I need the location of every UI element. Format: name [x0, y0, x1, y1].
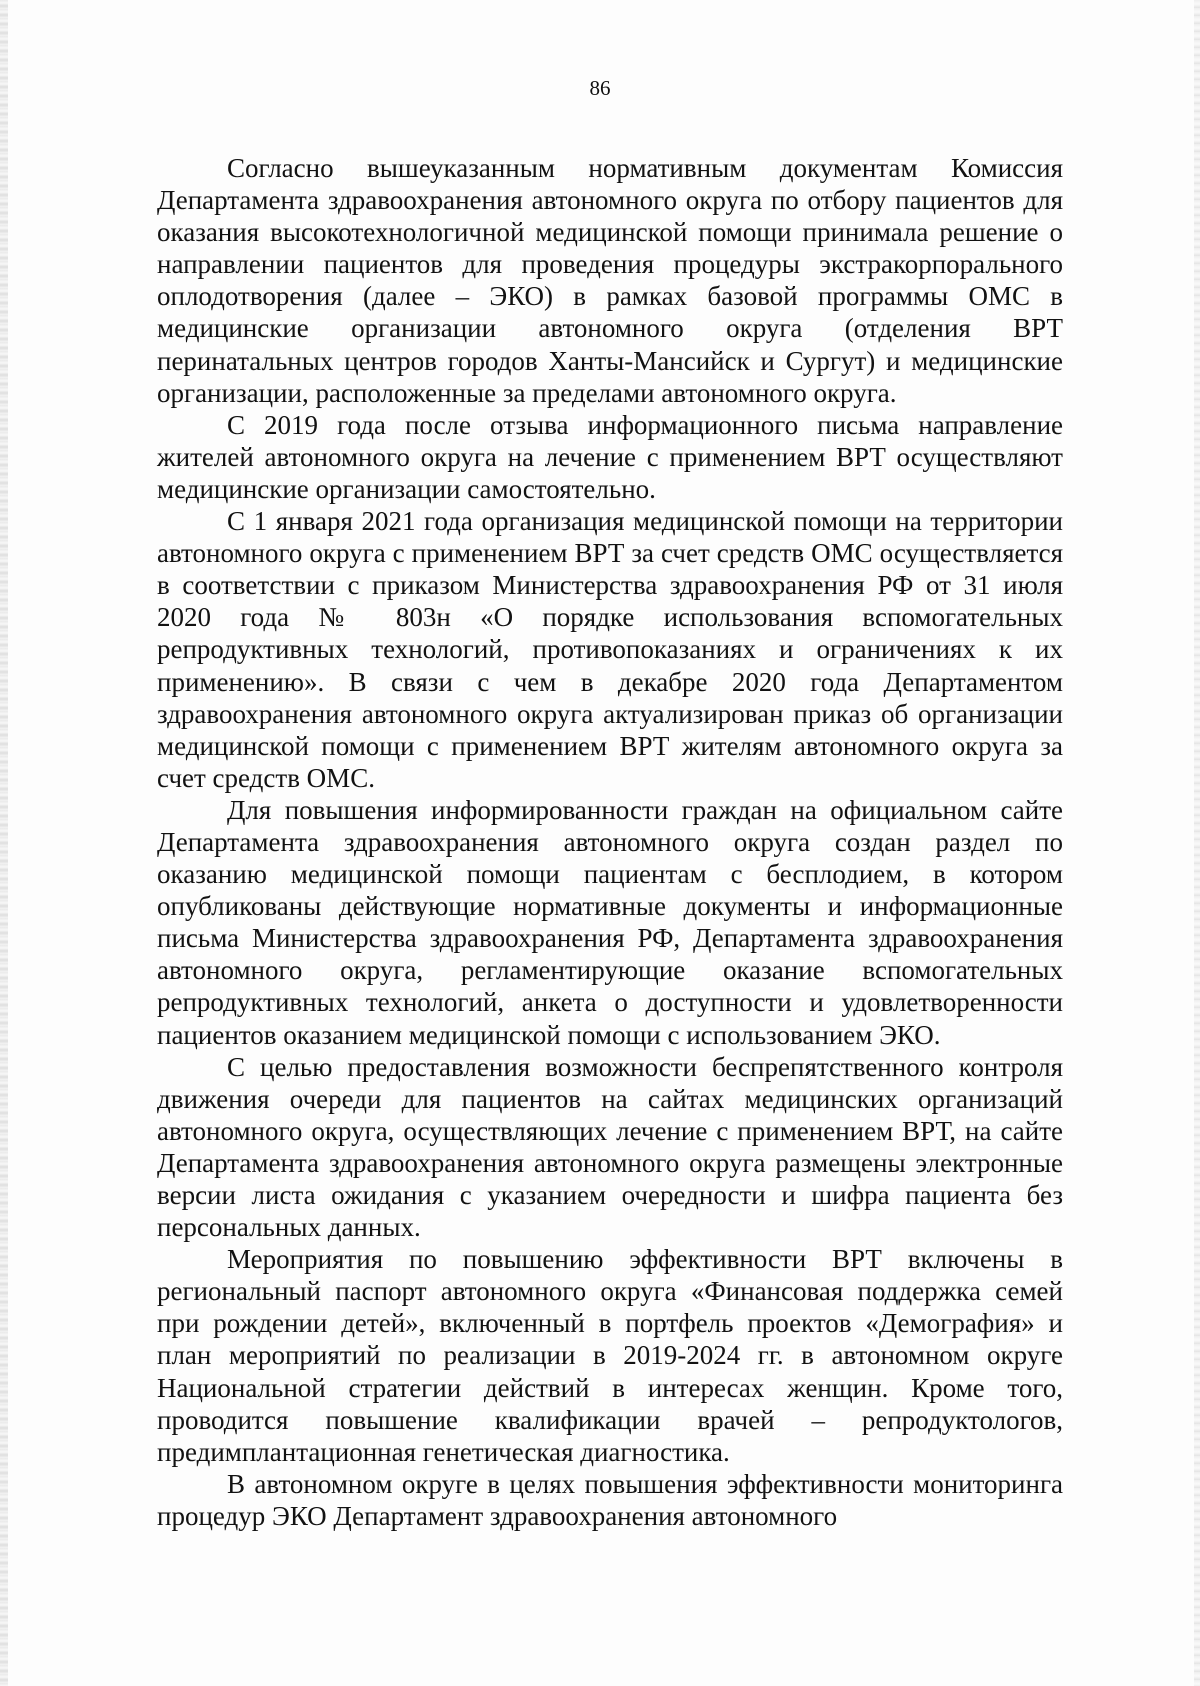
paragraph: С 2019 года после отзыва информационного письма направление жителей автономного округа на лечение с применением ВРТ осуществляют медицинские организации самостоятельно. [157, 409, 1063, 504]
document-body [157, 152, 1063, 1532]
scan-edge-right [1194, 0, 1200, 1686]
paragraph: Мероприятия по повышению эффективности ВРТ включены в региональный паспорт автономного округа «Финансовая поддержка семей при рождении детей», включенный в портфель проектов «Демография» и план мероприятий по реализации в 2019-2024 гг. в автономном округе Национальной стратегии действий в интересах женщин. Кроме того, проводится повышение квалификации врачей – репродуктологов, предимплантационная генетическая диагностика. [157, 1244, 1063, 1467]
paragraph: В автономном округе в целях повышения эффективности мониторинга процедур ЭКО Департамент здравоохранения автономного [157, 1468, 1063, 1531]
scan-edge-left [0, 0, 8, 1686]
paragraph: С целью предоставления возможности беспрепятственного контроля движения очереди для пациентов на сайтах медицинских организаций автономного округа, осуществляющих лечение с применением ВРТ, на сайте Департамента здравоохранения автономного округа размещены электронные версии листа ожидания с указанием очередности и шифра пациента без персональных данных. [157, 1051, 1063, 1243]
page-number: 86 [589, 76, 611, 100]
paragraph: С 1 января 2021 года организация медицинской помощи на территории автономного округа с применением ВРТ за счет средств ОМС осуществляется в соответствии с приказом Министерства здравоохранения РФ от 31 июля 2020 года № 803н «О порядке использования вспомогательных репродуктивных технологий, противопоказаниях и ограничениях к их применению». В связи с чем в декабре 2020 года Департаментом здравоохранения автономного округа актуализирован приказ об организации медицинской помощи с применением ВРТ жителям автономного округа за счет средств ОМС. [157, 506, 1063, 793]
paragraph: Для повышения информированности граждан на официальном сайте Департамента здравоохранения автономного округа создан раздел по оказанию медицинской помощи пациентам с бесплодием, в котором опубликованы действующие нормативные документы и информационные письма Министерства здравоохранения РФ, Департамента здравоохранения автономного округа, регламентирующие оказание вспомогательных репродуктивных технологий, анкета о доступности и удовлетворенности пациентов оказанием медицинской помощи с использованием ЭКО. [157, 794, 1063, 1050]
paragraph: Согласно вышеуказанным нормативным документам Комиссия Департамента здравоохранения автономного округа по отбору пациентов для оказания высокотехнологичной медицинской помощи принимала решение о направлении пациентов для проведения процедуры экстракорпорального оплодотворения (далее – ЭКО) в рамках базовой программы ОМС в медицинские организации автономного округа (отделения ВРТ перинатальных центров городов Ханты-Мансийск и Сургут) и медицинские организации, расположенные за пределами автономного округа. [157, 153, 1063, 408]
